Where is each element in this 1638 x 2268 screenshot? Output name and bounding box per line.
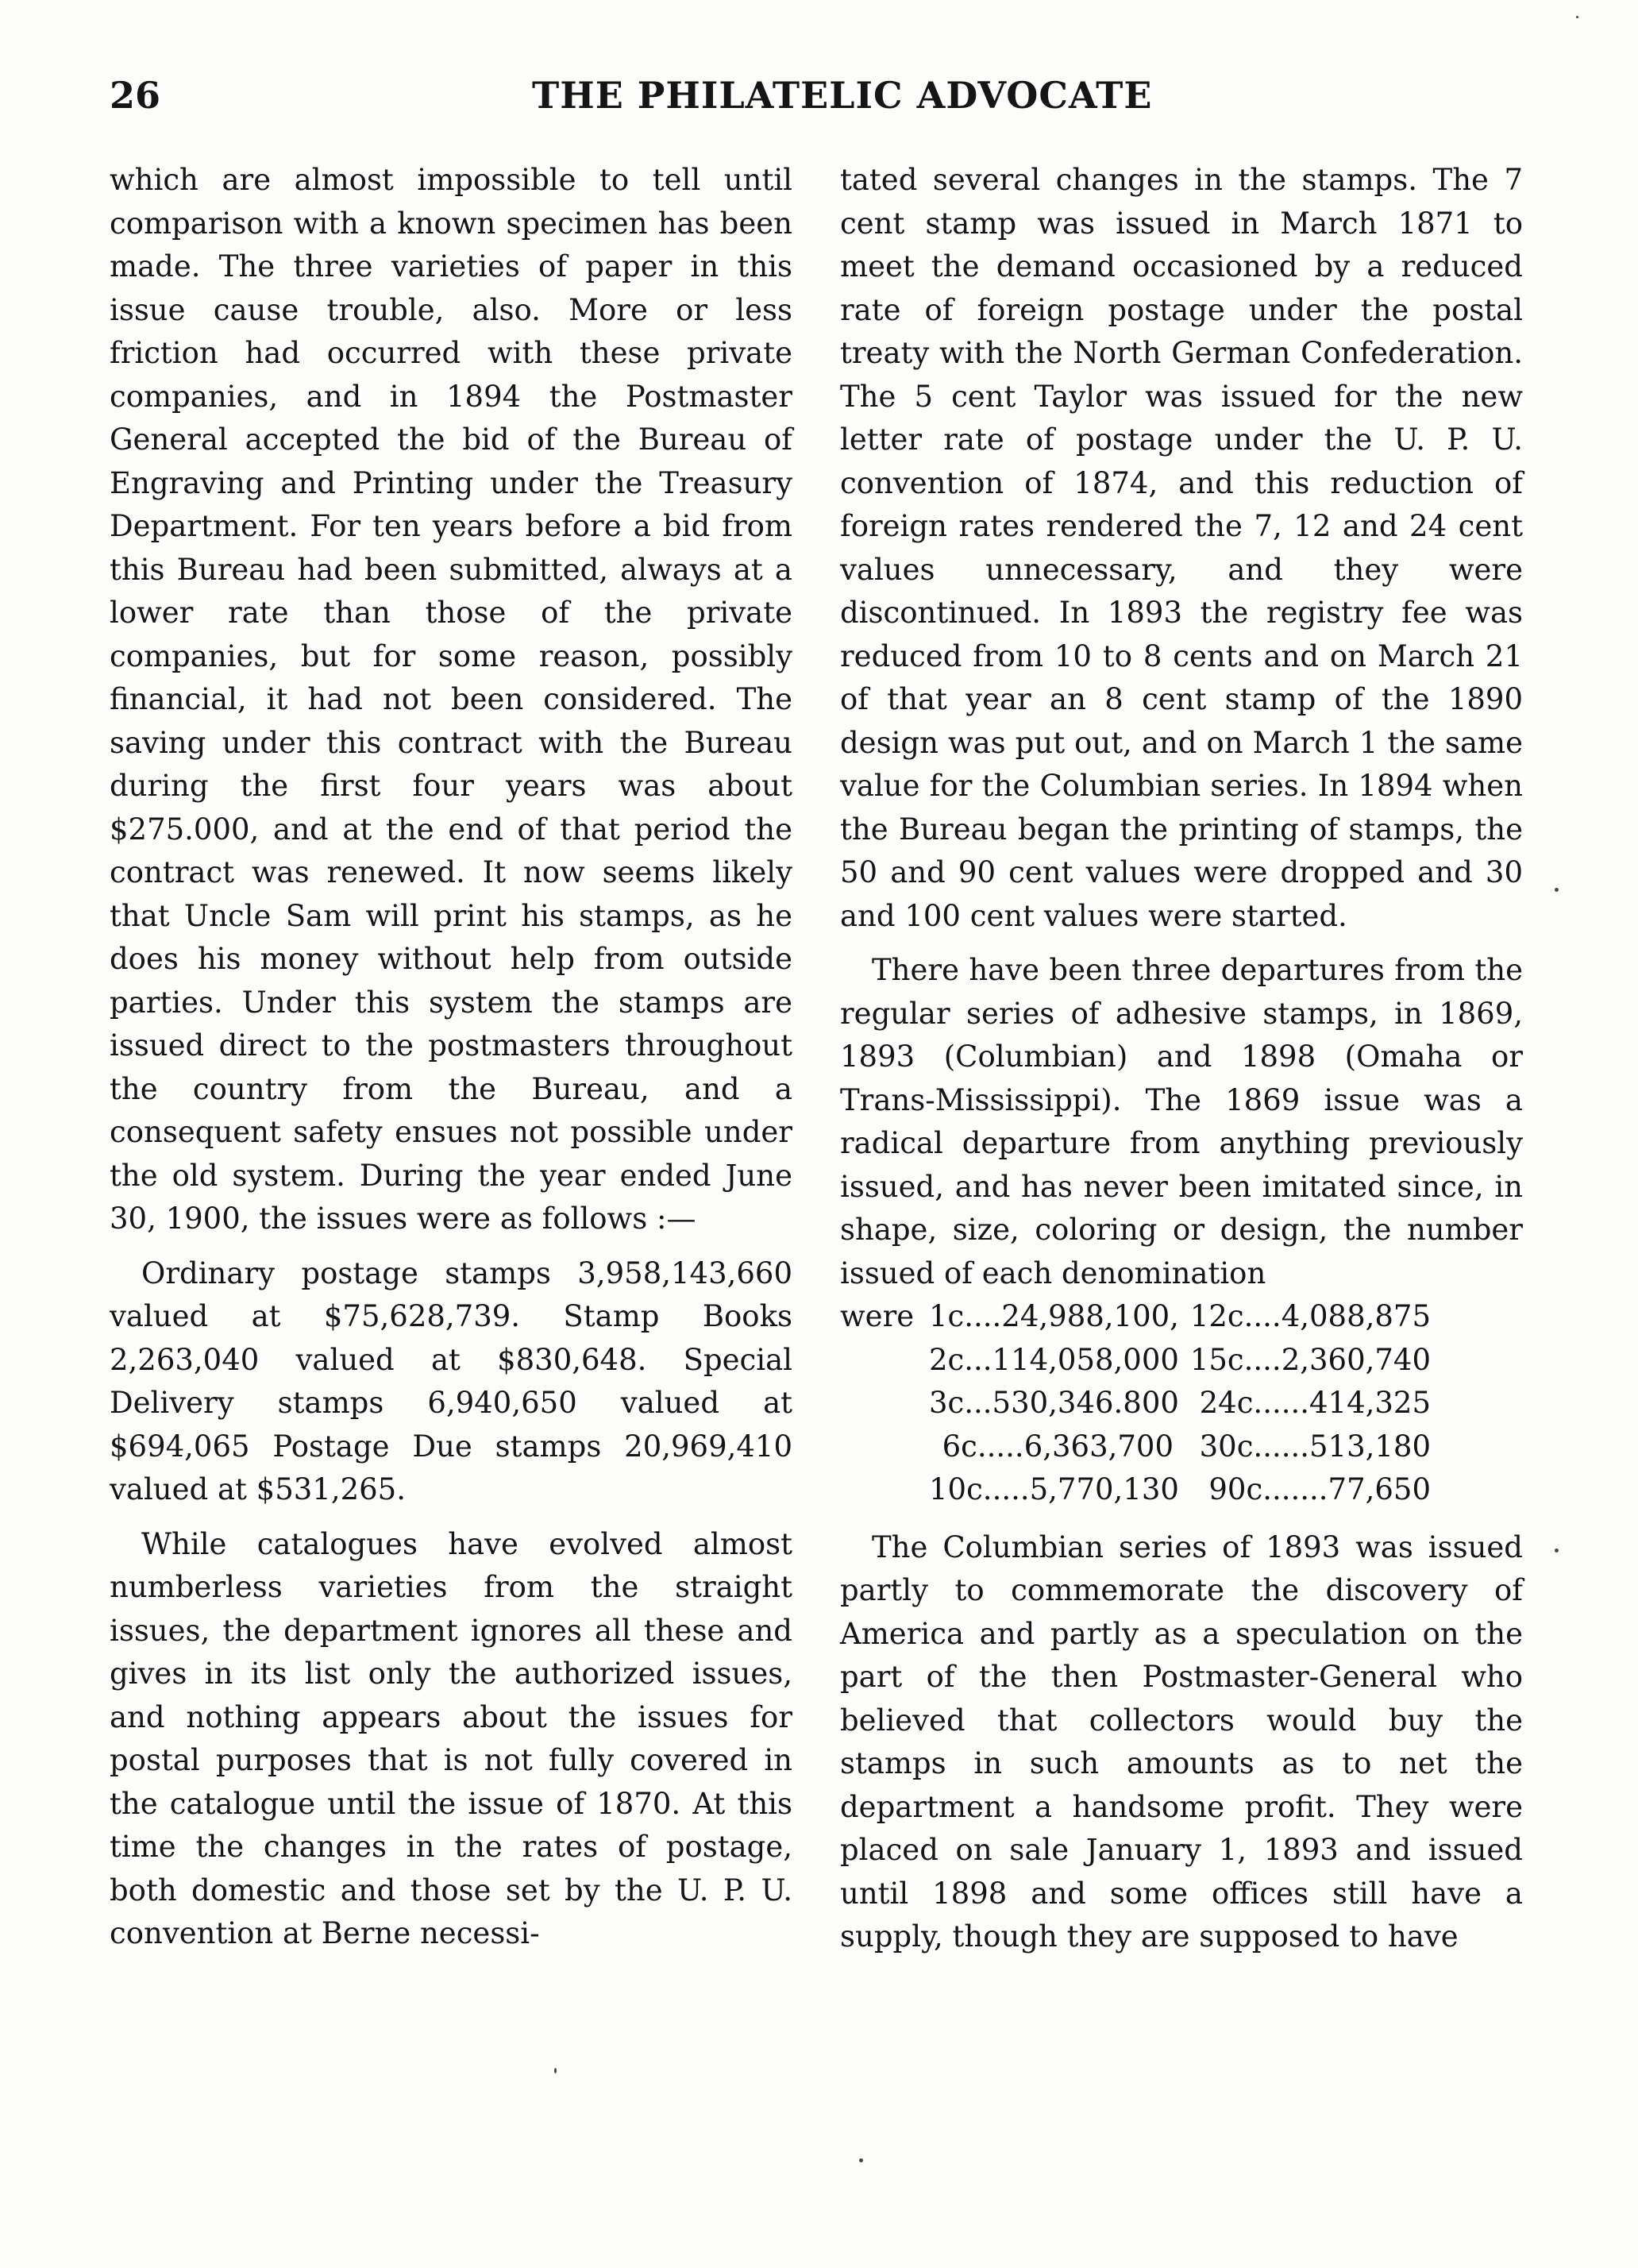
denomination-row (840, 1295, 1523, 1339)
right-paragraph-3: The Columbian series of 1893 was issued partly to commemorate the discovery of America and partly as a speculation on the part of the then Postmaster-General who believed that collectors would buy the stamps in such amounts as to net the department a handsome profit. They were placed on sale January 1, 1893 and issued until 1898 and some offices still have a supply, though they are supposed to have (840, 1529, 1523, 1954)
left-paragraph-3: While catalogues have evolved almost numberless varieties from the straight issues, the department ignores all these and gives in its list only the authorized issues, and nothing appears about the issues for postal purposes that is not fully covered in the catalogue until the issue of 1870. At this time the changes in the rates of postage, both domestic and those set by the U. P. U. convention at Berne necessi- (110, 1526, 792, 1950)
left-paragraph-2: Ordinary postage stamps 3,958,143,660 valued at $75,628,739. Stamp Books 2,263,040 valued at $830,648. Special Delivery stamps 6,940,650 valued at $694,065 Postage Due stamps 20,969,410 valued at $531,265. (110, 1256, 792, 1506)
left-paragraph-1: which are almost impossible to tell until comparison with a known specimen has been made. The three varieties of paper in this issue cause trouble, also. More or less friction had occurred with these private companies, and in 1894 the Postmaster General accepted the bid of the Bureau of Engraving and Printing under the Treasury Department. For ten years before a bid from this Bureau had been submitted, always at a lower rate than those of the private companies, but for some reason, possibly financial, it had not been considered. The saving under this contract with the Bureau during the first four years was about $275.000, and at the end of that period the contract was renewed. It now seems likely that Uncle Sam will print his stamps, as he does his money without help from outside parties. Under this system the stamps are issued direct to the postmasters throughout the country from the Bureau, and a consequent safety ensues not possible under the old system. During the year ended June 30, 1900, the issues were as follows :— (110, 163, 792, 1236)
denomination-left-value: 1c....24,988,100, (929, 1299, 1179, 1333)
denomination-row (840, 1339, 1523, 1383)
denomination-left-value: 2c...114,058,000 (929, 1342, 1179, 1377)
denomination-table (840, 1295, 1523, 1512)
ink-speck (1555, 888, 1559, 892)
right-paragraph-1: tated several changes in the stamps. The 7 cent stamp was issued in March 1871 to meet the demand occasioned by a reduced rate of foreign postage under the postal treaty with the North German Confederation. The 5 cent Taylor was issued for the new letter rate of postage under the U. P. U. convention of 1874, and this reduction of foreign rates rendered the 7, 12 and 24 cent values unnecessary, and they were discontinued. In 1893 the registry fee was reduced from 10 to 8 cents and on March 21 of that year an 8 cent stamp of the 1890 design was put out, and on March 1 the same value for the Columbian series. In 1894 when the Bureau began the printing of stamps, the 50 and 90 cent values were dropped and 30 and 100 cent values were started. (840, 163, 1523, 933)
denomination-right-value: 12c....4,088,875 (1189, 1299, 1431, 1333)
denomination-row (840, 1425, 1523, 1469)
denomination-row (840, 1382, 1523, 1425)
denomination-right-value: 90c.......77,650 (1208, 1472, 1431, 1506)
left-column (110, 159, 792, 1956)
denomination-left-value: 3c...530,346.800 (929, 1386, 1179, 1420)
denomination-lead: were (840, 1299, 915, 1333)
denomination-right-value: 30c......513,180 (1199, 1429, 1431, 1464)
right-paragraph-2: There have been three departures from the regular series of adhesive stamps, in 1869, 1893 (Columbian) and 1898 (Omaha or Trans-Mississippi). The 1869 issue was a radical departure from anything previously issued, and has never been imitated since, in shape, size, coloring or design, the number issued of each denomination (840, 953, 1523, 1290)
denomination-right-value: 15c....2,360,740 (1189, 1342, 1431, 1377)
right-column (840, 159, 1523, 1959)
ink-speck (1576, 16, 1578, 18)
ink-speck (554, 2068, 557, 2073)
ink-speck (859, 2158, 863, 2162)
ink-speck (1555, 1549, 1559, 1552)
running-title: THE PHILATELIC ADVOCATE (532, 74, 1153, 117)
page-header (0, 64, 1638, 127)
denomination-row (840, 1468, 1523, 1512)
denomination-left-value: 10c.....5,770,130 (929, 1472, 1179, 1506)
denomination-right-value: 24c......414,325 (1199, 1386, 1431, 1420)
page-number: 26 (110, 74, 161, 117)
denomination-left-value: 6c.....6,363,700 (942, 1429, 1174, 1464)
